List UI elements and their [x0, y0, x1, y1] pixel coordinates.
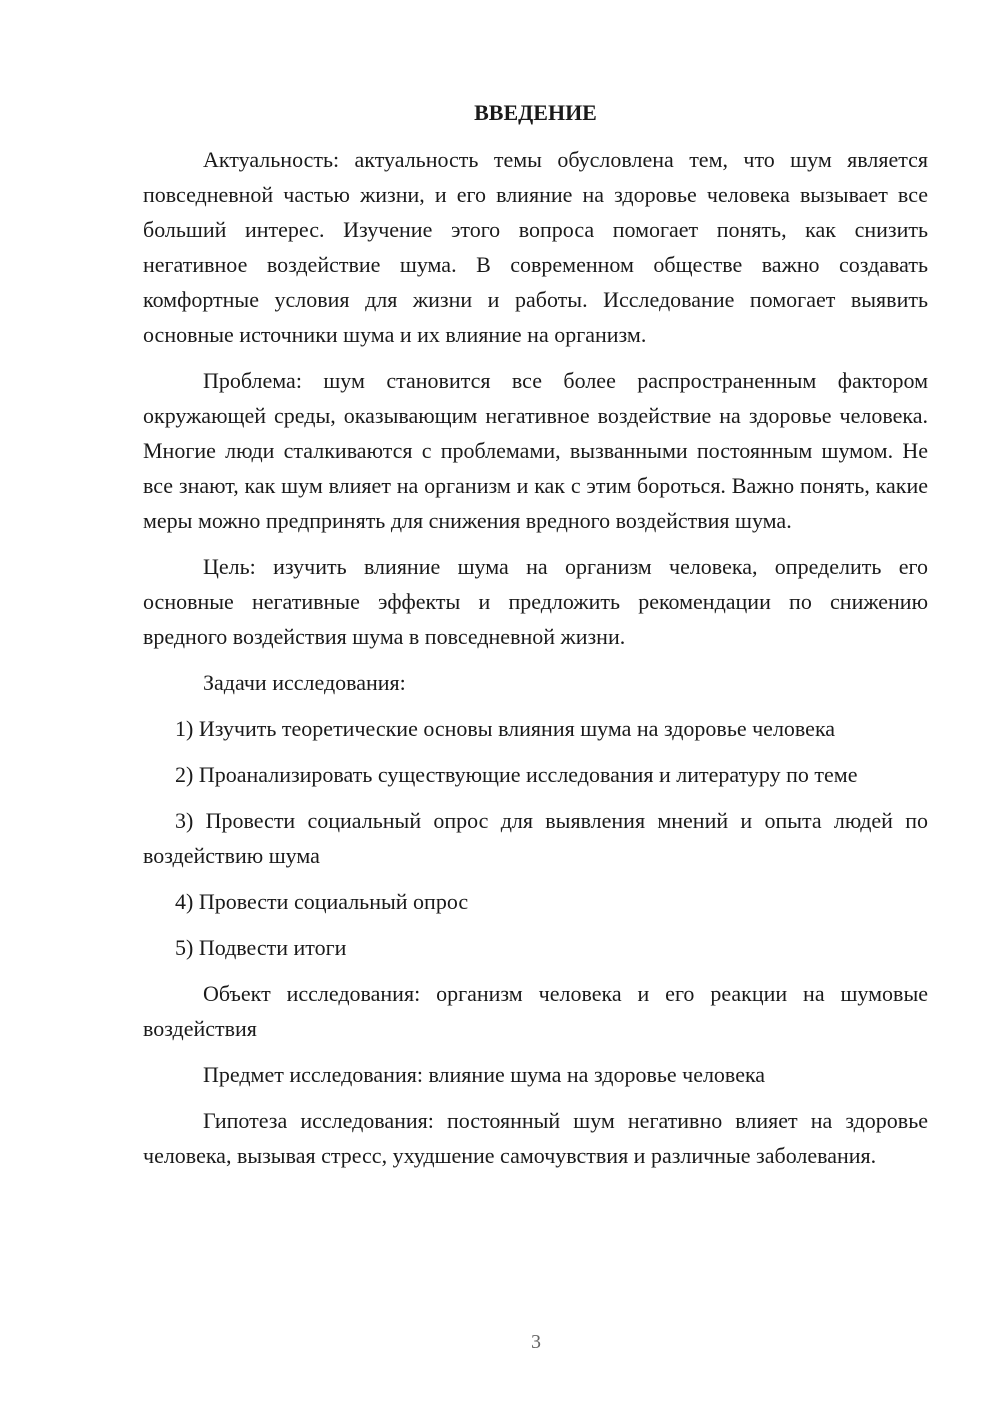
tasks-heading: Задачи исследования:: [203, 670, 406, 695]
page-number: 3: [531, 1331, 541, 1353]
goal-paragraph: Цель: изучить влияние шума на организм человека, определить его основные негативные эффекты и предложить рекомендации по снижению вредного воздействия шума в повседневной жизни.: [143, 554, 928, 649]
subject-paragraph: Предмет исследования: влияние шума на здоровье человека: [203, 1062, 766, 1087]
task-item: 1) Изучить теоретические основы влияния шума на здоровье человека: [175, 716, 836, 741]
hypothesis-paragraph: Гипотеза исследования: постоянный шум негативно влияет на здоровье человека, вызывая стресс, ухудшение самочувствия и различные заболевания.: [143, 1108, 928, 1168]
problem-paragraph: Проблема: шум становится все более распространенным фактором окружающей среды, оказывающим негативное воздействие на здоровье человека. Многие люди сталкиваются с проблемами, вызванными постоянным шумом. Не все знают, как шум влияет на организм и как с этим бороться. Важно понять, какие меры можно предпринять для снижения вредного воздействия шума.: [143, 368, 928, 533]
task-item: 5) Подвести итоги: [175, 935, 347, 960]
section-title: ВВЕДЕНИЕ: [474, 100, 597, 125]
relevance-paragraph: Актуальность: актуальность темы обусловлена тем, что шум является повседневной частью жизни, и его влияние на здоровье человека вызывает все больший интерес. Изучение этого вопроса помогает понять, как снизить негативное воздействие шума. В современном обществе важно создавать комфортные условия для жизни и работы. Исследование помогает выявить основные источники шума и их влияние на организм.: [143, 147, 928, 347]
object-paragraph: Объект исследования: организм человека и его реакции на шумовые воздействия: [143, 981, 928, 1041]
task-item: 4) Провести социальный опрос: [175, 889, 469, 914]
document-page: [143, 95, 928, 1184]
task-item: 2) Проанализировать существующие исследования и литературу по теме: [175, 762, 858, 787]
task-item: 3) Провести социальный опрос для выявления мнений и опыта людей по воздействию шума: [143, 808, 928, 868]
